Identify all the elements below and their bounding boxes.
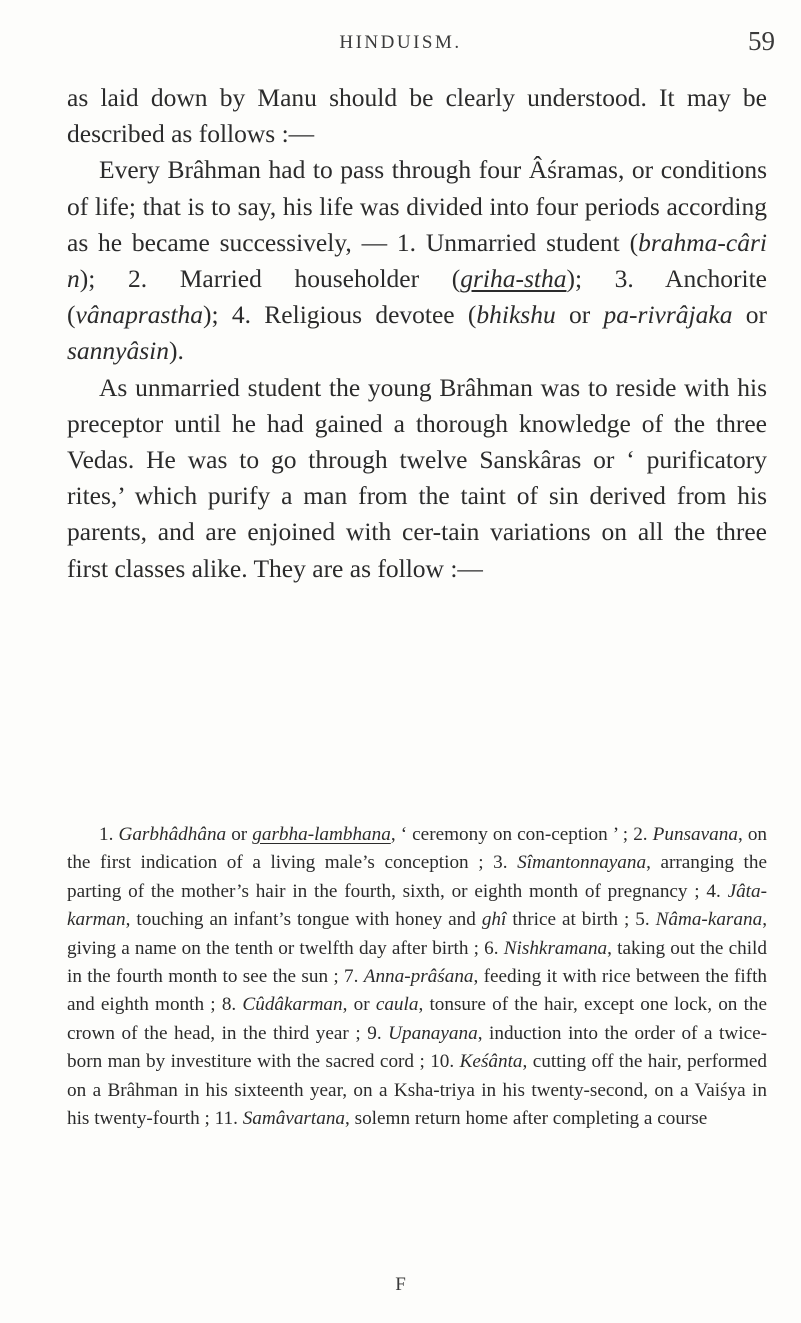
running-title: HINDUISM. bbox=[339, 32, 462, 53]
term-brahma-carin: brahma-câri n bbox=[67, 227, 767, 294]
asramas-text-b: ); 2. Married householder ( bbox=[79, 264, 461, 294]
asramas-text-a: Every Brâhman had to pass through four Âśramas, or conditions of life; that is to say, his life was divided into four periods according as he became successively, — 1. Unmarried student ( bbox=[67, 155, 767, 257]
fn-term: Sîmantonnayana bbox=[517, 852, 647, 874]
fn-term: Punsavana bbox=[652, 824, 738, 845]
fn-text: or bbox=[226, 824, 253, 845]
page-number: 59 bbox=[748, 26, 775, 56]
footnote-sanskaras bbox=[67, 821, 767, 1133]
fn-text: , giving a name on the tenth or twelfth day after birth ; 6. bbox=[67, 909, 767, 959]
running-head bbox=[0, 24, 801, 64]
asramas-text-g: ). bbox=[169, 336, 184, 366]
fn-term: Samâvartana bbox=[242, 1108, 346, 1130]
asramas-text-c: ); 3. Anchorite ( bbox=[67, 264, 767, 330]
fn-term: Jâta-karman bbox=[67, 880, 767, 931]
term-bhikshu: bhikshu bbox=[476, 300, 556, 330]
asramas-text-f: or bbox=[732, 300, 767, 330]
fn-text: , induction into the order of a twice-born man by investiture with the sacred cord ; 10. bbox=[67, 1022, 767, 1073]
signature-mark: F bbox=[395, 1274, 406, 1295]
fn-text: thrice at birth ; 5. bbox=[506, 909, 656, 931]
fn-term: Cûdâkarman bbox=[242, 994, 343, 1016]
fn-text: , on the first indication of a living male’s conception ; 3. bbox=[67, 824, 768, 874]
fn-text: , solemn return home after completing a course bbox=[345, 1108, 708, 1130]
term-parivrajaka: pa-rivrâjaka bbox=[603, 300, 733, 330]
fn-text: , tonsure of the hair, except one lock, on the crown of the head, in the third year ; 9. bbox=[67, 994, 768, 1044]
fn-term: Nâma-karana bbox=[655, 909, 763, 931]
fn-text: , or bbox=[342, 994, 376, 1016]
paragraph-continued: as laid down by Manu should be clearly understood. It may be described as follows :— bbox=[67, 83, 767, 149]
fn-term: Garbhâdhâna bbox=[118, 824, 227, 845]
fn-text: , ‘ ceremony on con-ception ’ ; 2. bbox=[390, 824, 653, 845]
term-vanaprastha: vânaprastha bbox=[75, 300, 203, 330]
term-griha-stha: griha-stha bbox=[460, 264, 567, 294]
paragraph-asramas bbox=[67, 152, 767, 369]
fn-term: Anna-prâśana bbox=[363, 966, 474, 988]
fn-text: , touching an infant’s tongue with honey and bbox=[125, 909, 482, 931]
paragraph-student: As unmarried student the young Brâhman was to reside with his preceptor until he had gained a thorough knowledge of the three Vedas. He was to go through twelve Sanskâras or ‘ purificatory rites,’ which purify a man from the taint of sin derived from his parents, and are enjoined with cer-tain variations on all the three first classes alike. They are as follow :— bbox=[67, 372, 767, 583]
fn-term: Upanayana bbox=[388, 1022, 478, 1044]
fn-text: , feeding it with rice between the fifth and eighth month ; 8. bbox=[67, 966, 767, 1016]
fn-number: 1. bbox=[99, 824, 119, 845]
fn-term: ghî bbox=[481, 909, 507, 931]
fn-term: garbha-lambhana bbox=[252, 824, 391, 845]
fn-text: , taking out the child in the fourth month to see the sun ; 7. bbox=[67, 937, 767, 988]
fn-term: caula bbox=[375, 994, 419, 1016]
fn-term: Nishkramana bbox=[503, 937, 608, 959]
asramas-text-e: or bbox=[555, 300, 604, 330]
body-text bbox=[67, 80, 767, 587]
term-sannyasin: sannyâsin bbox=[67, 336, 169, 366]
footnote-block bbox=[67, 821, 767, 1133]
fn-term: Keśânta bbox=[459, 1051, 523, 1073]
fn-text: , arranging the parting of the mother’s hair in the fourth, sixth, or eighth month of pregnancy ; 4. bbox=[67, 852, 768, 902]
fn-text: , cutting off the hair, performed on a Brâhman in his sixteenth year, on a Ksha-triya in his twenty-second, on a Vaiśya in his twenty-fourth ; 11. bbox=[67, 1051, 767, 1130]
asramas-text-d: ); 4. Religious devotee ( bbox=[203, 300, 477, 330]
